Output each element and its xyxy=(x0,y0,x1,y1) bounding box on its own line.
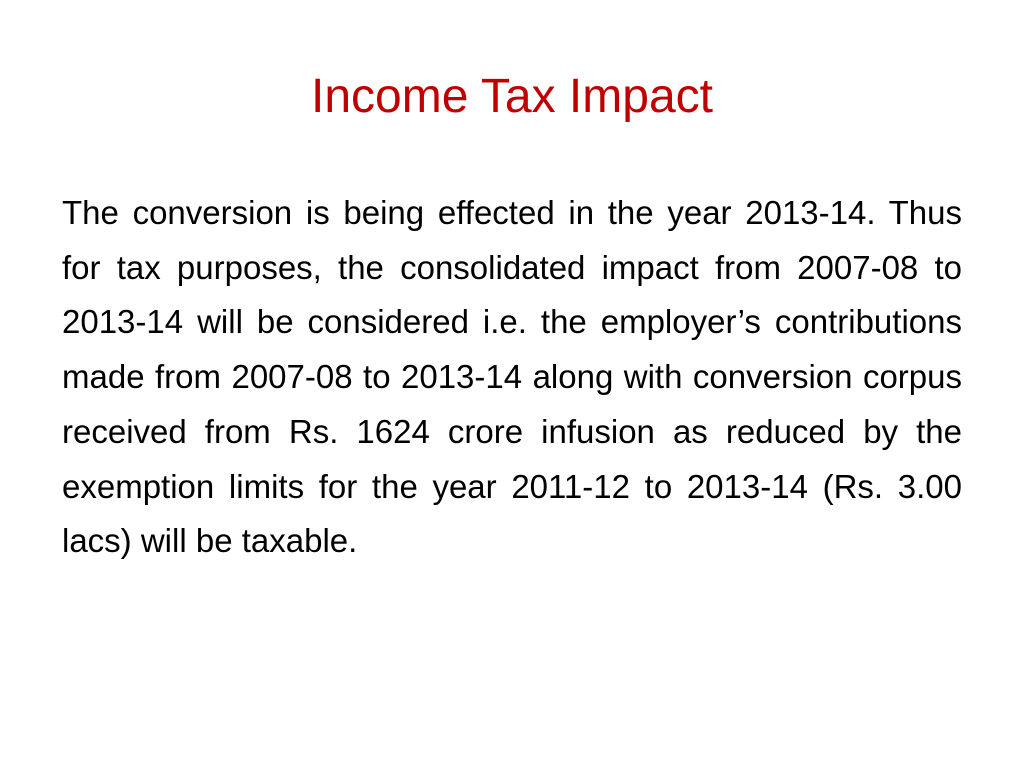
slide-title: Income Tax Impact xyxy=(311,70,713,123)
slide-body-text: The conversion is being effected in the year 2013-14. Thus for tax purposes, the consolidated impact from 2007-08 to 2013-14 will be considered i.e. the employer’s contributions made from 2007-08 to 2013-14 along with conversion corpus received from Rs. 1624 crore infusion as reduced by the exemption limits for the year 2011-12 to 2013-14 (Rs. 3.00 lacs) will be taxable. xyxy=(62,194,962,560)
